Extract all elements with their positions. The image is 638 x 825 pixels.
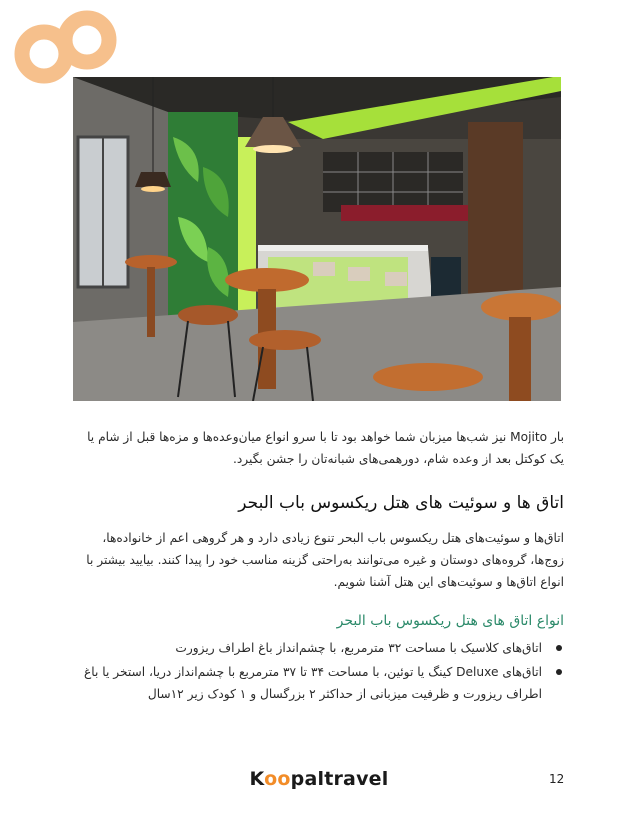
list-item-text: اتاق‌های کلاسیک با مساحت ۳۲ مترمربع، با چشم‌انداز باغ اطراف ریزورت	[175, 641, 542, 655]
list-item	[70, 637, 564, 659]
page-number: 12	[549, 772, 565, 786]
room-types-list	[70, 637, 564, 707]
list-item-text: اتاق‌های Deluxe کینگ یا توئین، با مساحت ۳۴ تا ۳۷ مترمربع با چشم‌انداز دریا، استخر یا باغ اطراف ریزورت و ظرفیت میزبانی از حداکثر ۲ بزرگسال و ۱ کودک زیر ۱۲سال	[84, 665, 542, 701]
bullet-dot-icon	[556, 645, 562, 651]
list-item	[70, 661, 564, 705]
brand-oo: oo	[264, 768, 291, 790]
bullet-dot-icon	[556, 669, 562, 675]
bar-interior-photo	[73, 77, 561, 401]
intro-paragraph: بار Mojito نیز شب‌ها میزبان شما خواهد بود تا با سرو انواع میان‌وعده‌ها و مزه‌ها قبل از شام یا یک کوکتل بعد از وعده شام، دورهمی‌های شبانه‌تان را جشن بگیرد.	[87, 430, 564, 466]
brand-suffix: paltravel	[290, 768, 389, 790]
section-paragraph: اتاق‌ها و سوئیت‌های هتل ریکسوس باب البحر تنوع زیادی دارد و هر گروهی اعم از خانواده‌ها، زوج‌ها، گروه‌های دوستان و غیره می‌توانند به‌راحتی گزینه مناسب خود را پیدا کنند. بیایید بیشتر با انواع اتاق‌ها و سوئیت‌های این هتل آشنا شویم.	[86, 531, 564, 589]
section-heading: اتاق ها و سوئیت های هتل ریکسوس باب البحر	[238, 493, 564, 513]
footer-brand-logo	[0, 768, 638, 790]
brand-prefix: K	[249, 768, 265, 790]
room-types-subheading: انواع اتاق های هتل ریکسوس باب البحر	[336, 613, 564, 629]
